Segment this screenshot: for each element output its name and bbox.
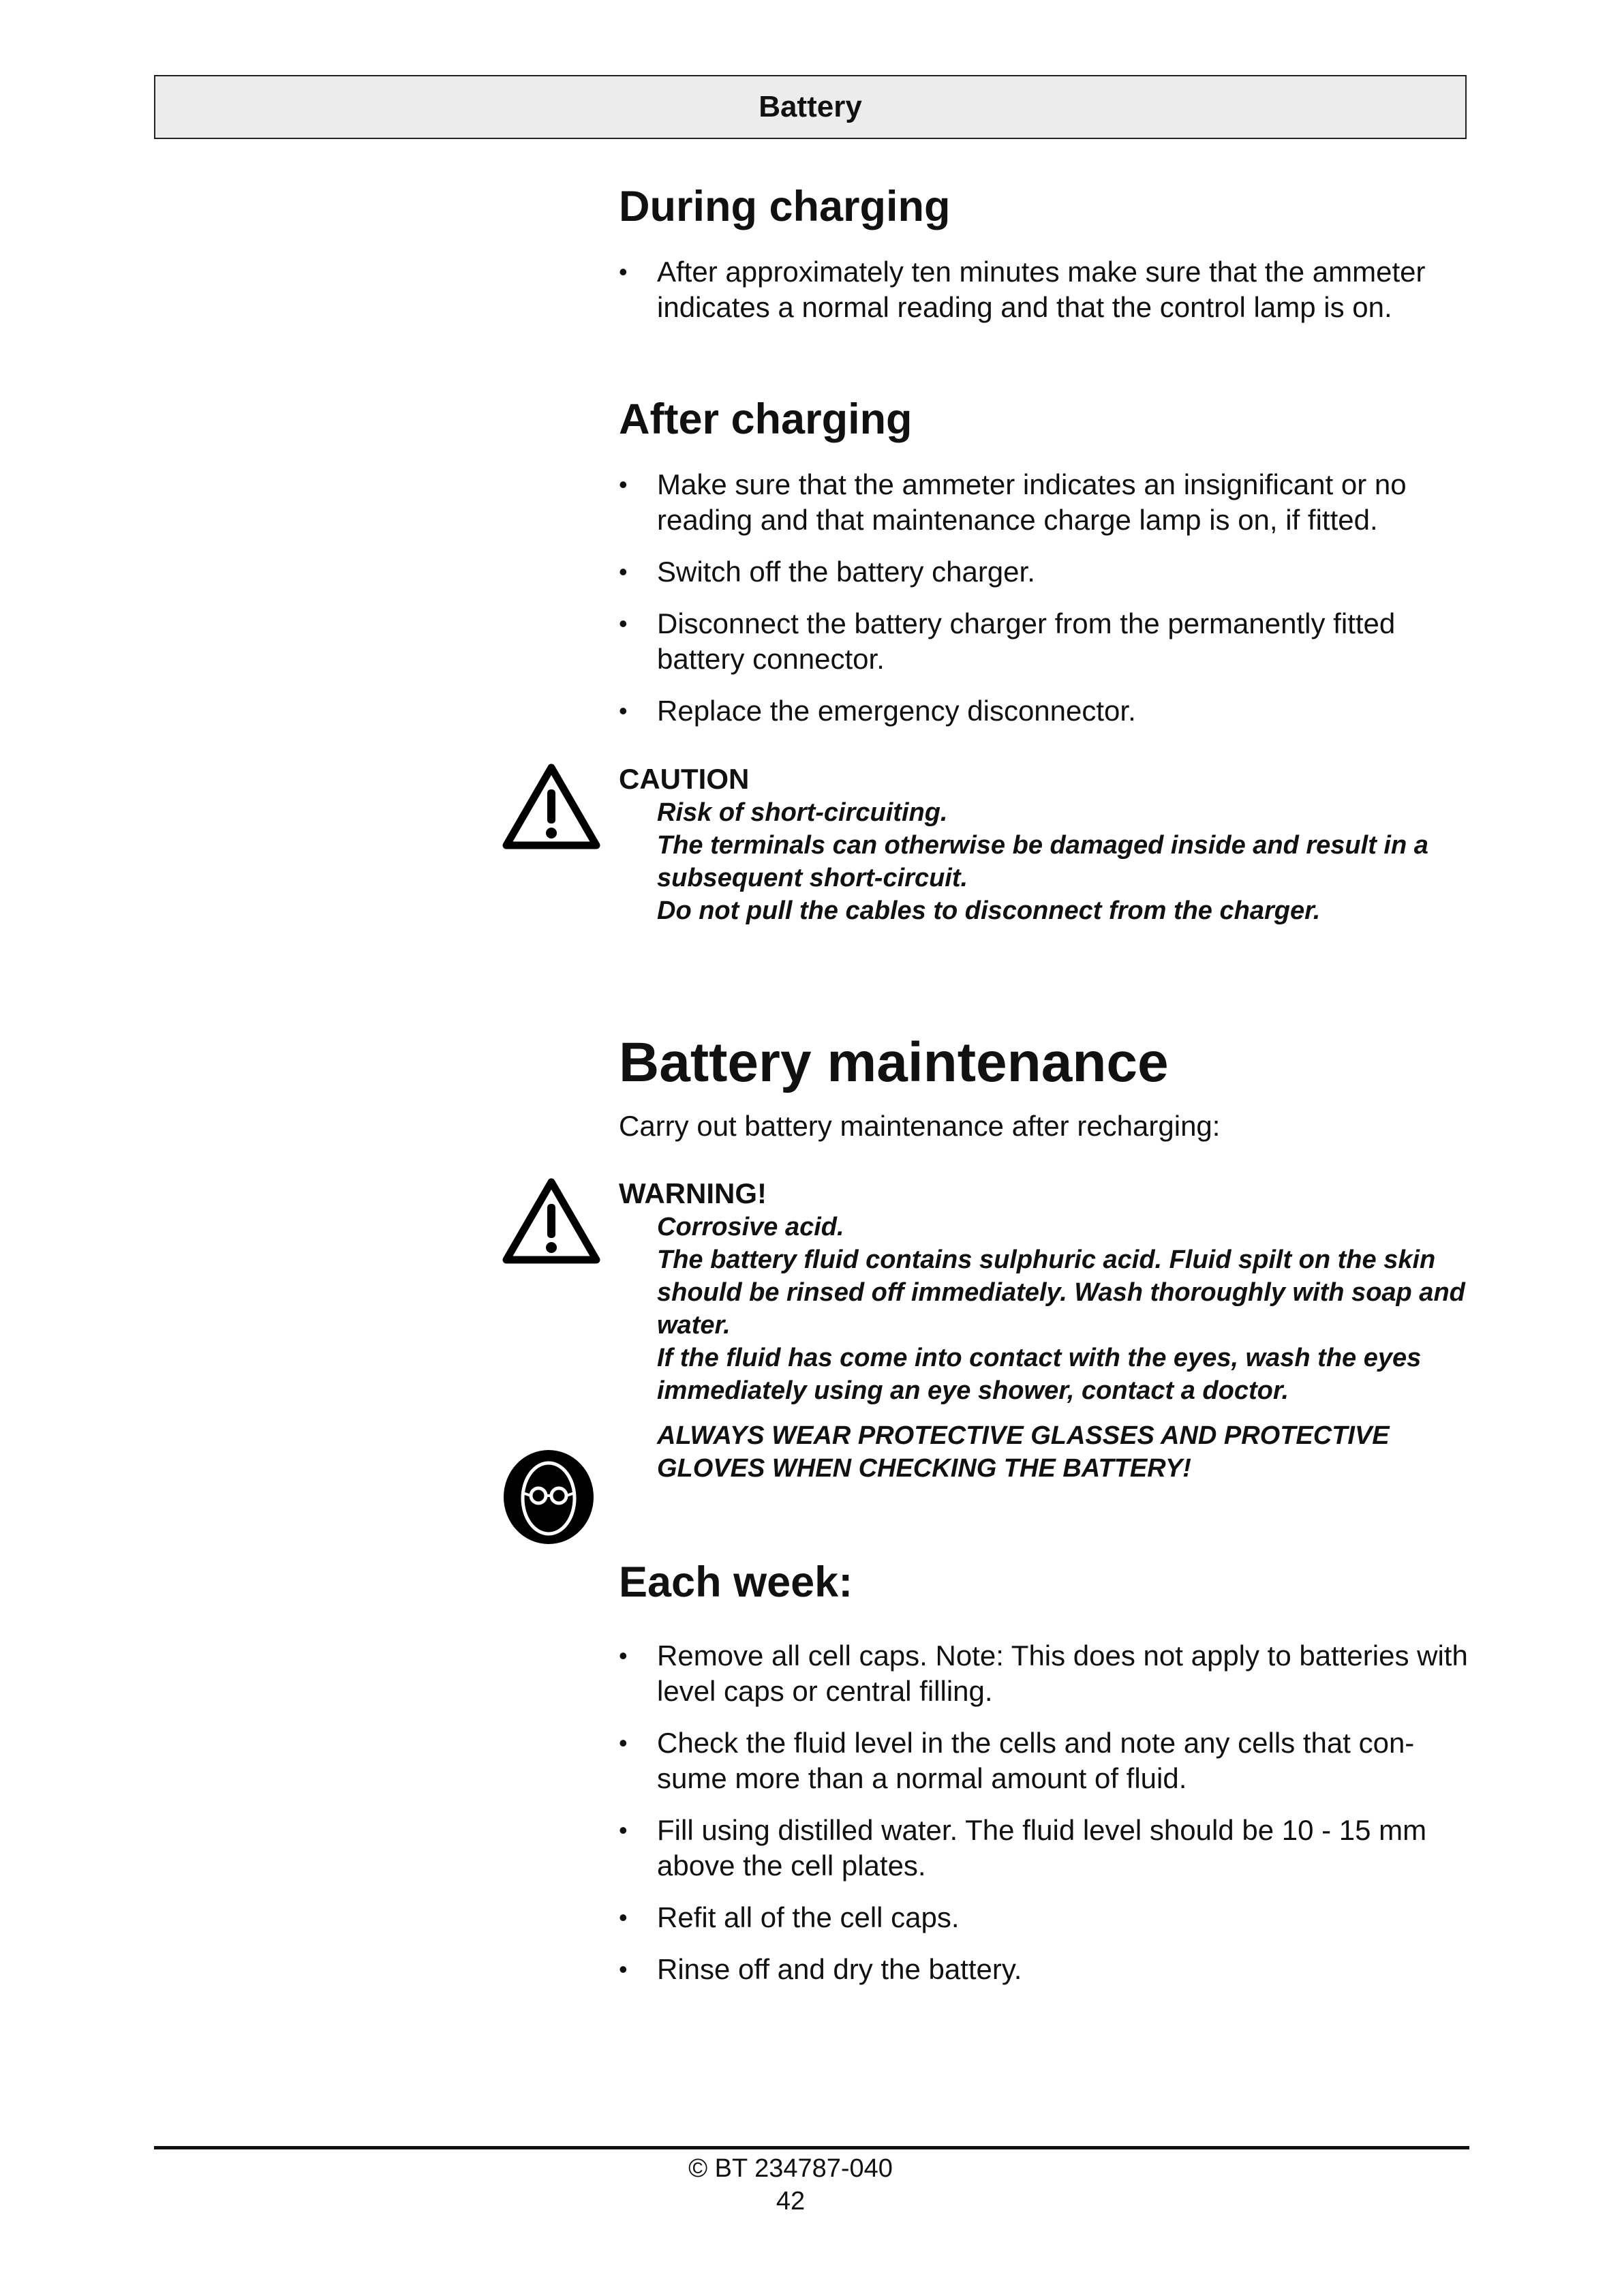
footer-divider <box>154 2146 1469 2149</box>
warning-triangle-icon <box>502 1177 601 1265</box>
list-item: • After approximately ten minutes make sure that the ammeter indicates a normal reading and that the control lamp is on. <box>619 254 1471 325</box>
safety-glasses-icon <box>502 1449 595 1545</box>
list-item: • Make sure that the ammeter indicates an insignificant or no reading and that maintenance charge lamp is on, if fitted. <box>619 467 1471 538</box>
warning-line: The battery fluid contains sulphuric acid. Fluid spilt on the skin should be rinsed off immediately. Wash thoroughly with soap and water. <box>657 1245 1465 1340</box>
maintenance-intro: Carry out battery maintenance after recharging: <box>619 1110 1221 1142</box>
list-item: • Fill using distilled water. The fluid level should be 10 - 15 mm above the cell plates. <box>619 1813 1471 1884</box>
list-item: • Switch off the battery charger. <box>619 554 1471 590</box>
caution-line: The terminals can otherwise be damaged inside and result in a subsequent short-circuit. <box>657 831 1428 892</box>
heading-during-charging: During charging <box>619 183 951 230</box>
list-item: • Remove all cell caps. Note: This does not apply to batteries with level caps or central filling. <box>619 1638 1471 1709</box>
warning-triangle-icon <box>502 762 601 851</box>
caution-line: Risk of short-circuiting. <box>657 798 948 827</box>
protective-equipment-note: ALWAYS WEAR PROTECTIVE GLASSES AND PROTECTIVE GLOVES WHEN CHECKING THE BATTERY! <box>657 1421 1390 1483</box>
list-item: • Refit all of the cell caps. <box>619 1900 1471 1935</box>
section-after-charging <box>619 395 1471 745</box>
warning-line: Corrosive acid. <box>657 1213 844 1241</box>
list-item: • Disconnect the battery charger from the permanently fitted battery connector. <box>619 606 1471 677</box>
page-header-bar <box>154 75 1467 139</box>
header-title: Battery <box>759 90 862 123</box>
section-during-charging <box>619 185 1471 342</box>
list-item: • Replace the emergency disconnector. <box>619 693 1471 729</box>
each-week-list <box>619 1638 1471 1987</box>
caution-body <box>619 796 1471 927</box>
section-each-week <box>619 1558 1471 2004</box>
section-battery-maintenance <box>619 1031 1471 1144</box>
list-item: • Check the fluid level in the cells and note any cells that con-sume more than a normal amount of fluid. <box>619 1725 1471 1796</box>
warning-body <box>619 1211 1471 1485</box>
warning-notice <box>619 1177 1471 1485</box>
heading-each-week: Each week: <box>619 1558 853 1606</box>
heading-battery-maintenance: Battery maintenance <box>619 1031 1169 1093</box>
footer-doc-id: © BT 234787-040 <box>688 2154 893 2183</box>
caution-title: CAUTION <box>619 763 750 795</box>
heading-after-charging: After charging <box>619 395 913 443</box>
after-charging-list <box>619 467 1471 729</box>
warning-line: If the fluid has come into contact with the eyes, wash the eyes immediately using an eye shower, contact a doctor. <box>657 1344 1422 1405</box>
caution-line: Do not pull the cables to disconnect from the charger. <box>657 896 1321 925</box>
during-charging-list <box>619 254 1471 325</box>
page-number: 42 <box>776 2187 806 2216</box>
list-item: • Rinse off and dry the battery. <box>619 1952 1471 1987</box>
warning-title: WARNING! <box>619 1177 767 1209</box>
caution-notice <box>619 762 1471 927</box>
